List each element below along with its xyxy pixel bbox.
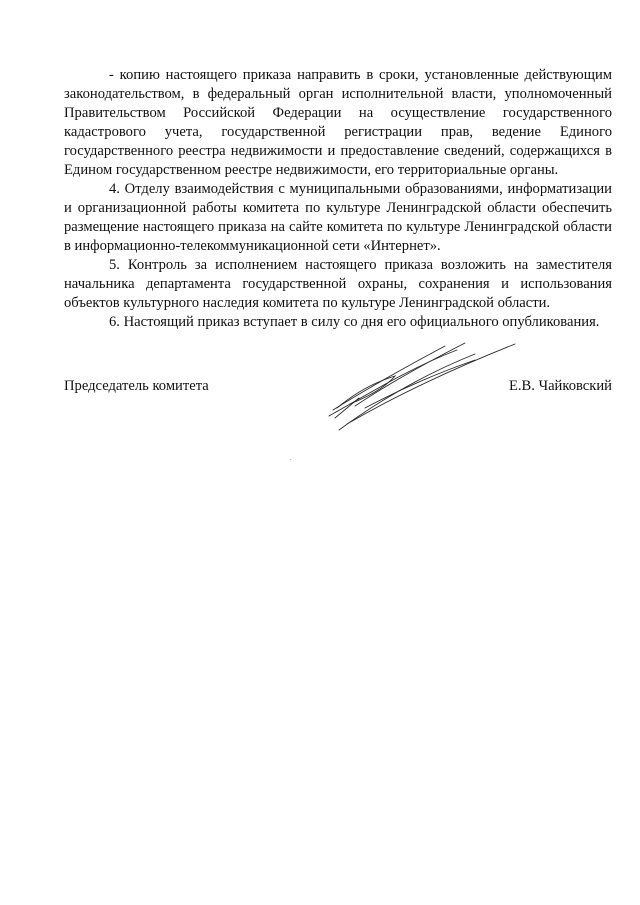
paragraph-item-5: 5. Контроль за исполнением настоящего приказа возложить на заместителя начальника департамента государственной охраны, сохранения и использования объектов культурного наследия комитета по культуре Ленинградской области. xyxy=(64,257,612,311)
signer-name: Е.В. Чайковский xyxy=(508,378,612,394)
document-body xyxy=(64,66,612,332)
paragraph-item-4: 4. Отделу взаимодействия с муниципальными образованиями, информатизации и организационной работы комитета по культуре Ленинградской области обеспечить размещение настоящего приказа на сайте комитета по культуре Ленинградской области в информационно-телекоммуникационной сети «Интернет». xyxy=(64,181,612,254)
signature-block xyxy=(64,377,612,397)
scan-artifact xyxy=(290,459,291,460)
paragraph-item-6: 6. Настоящий приказ вступает в силу со дня его официального опубликования. xyxy=(109,314,600,330)
signer-position: Председатель комитета xyxy=(64,378,209,394)
paragraph-copy-distribution: - копию настоящего приказа направить в сроки, установленные действующим законодательством, в федеральный орган исполнительной власти, уполномоченный Правительством Российской Федерации на осуществление государственного кадастрового учета, государственной регистрации прав, ведение Единого государственного реестра недвижимости и предоставление сведений, содержащихся в Едином государственном реестре недвижимости, его территориальные органы. xyxy=(64,67,612,178)
